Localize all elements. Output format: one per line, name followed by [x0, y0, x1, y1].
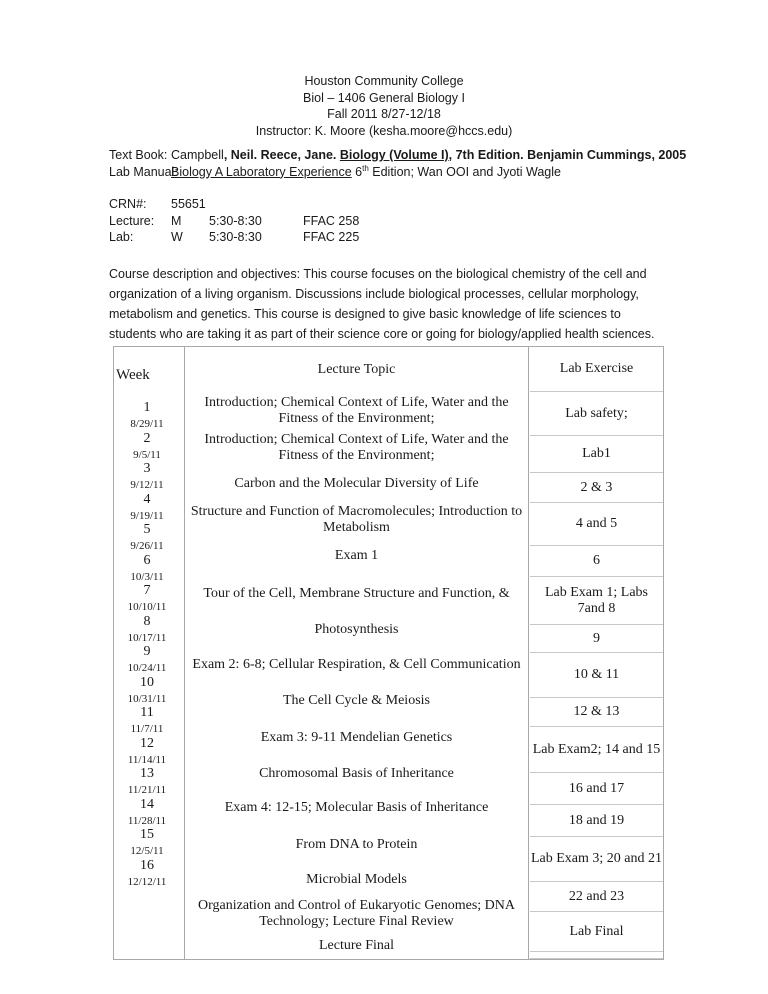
week-date: 9/26/11 [130, 540, 164, 552]
week-number: 2 [143, 431, 151, 446]
week-column [114, 347, 185, 959]
lecture-label: Lecture: [109, 213, 155, 228]
week-number: 8 [143, 614, 151, 629]
lecture-topic-cell: Introduction; Chemical Context of Life, Water and the Fitness of the Environment; [185, 429, 529, 466]
lecture-topic-cell: Exam 3: 9-11 Mendelian Genetics [185, 718, 529, 757]
week-date: 10/10/11 [127, 601, 167, 613]
lab-manual-edition-number: 6 [351, 164, 363, 179]
lecture-topic-header: Lecture Topic [185, 347, 529, 392]
week-cell [114, 583, 180, 614]
crn-label: CRN#: [109, 197, 147, 211]
week-date: 9/19/11 [130, 510, 164, 522]
week-cell [114, 431, 180, 462]
text-book-label: Text Book: [109, 148, 168, 162]
week-cell [114, 705, 180, 736]
week-header: Week [116, 367, 150, 383]
lecture-topic-cell: Exam 4: 12-15; Molecular Basis of Inheritance [185, 790, 529, 826]
lecture-topic-cell: Photosynthesis [185, 614, 529, 646]
text-book-author-b: , Neil. Reece, Jane. [223, 148, 340, 162]
lecture-topic-cell: Chromosomal Basis of Inheritance [185, 757, 529, 790]
week-cell [114, 736, 180, 767]
lab-manual-edition-suffix: th [362, 163, 369, 173]
week-cell [114, 522, 180, 553]
lecture-topic-cell: Exam 2: 6-8; Cellular Respiration, & Cell Communication [185, 646, 529, 684]
week-date: 9/12/11 [130, 479, 164, 491]
week-date: 8/29/11 [130, 418, 164, 430]
week-cell [114, 644, 180, 675]
lab-exercise-cell [530, 952, 663, 959]
week-cell [114, 827, 180, 858]
lab-exercise-column [530, 347, 663, 959]
week-cell [114, 400, 180, 431]
week-number: 9 [143, 644, 151, 659]
week-number: 6 [143, 553, 151, 568]
lecture-topic-cell: Organization and Control of Eukaryotic Genomes; DNA Technology; Lecture Final Review [185, 895, 529, 932]
week-number: 11 [140, 705, 154, 720]
text-book-title: Biology (Volume I) [339, 148, 449, 162]
lecture-topic-cell: Exam 1 [185, 538, 529, 574]
lecture-topic-cell: Introduction; Chemical Context of Life, Water and the Fitness of the Environment; [185, 392, 529, 429]
lab-manual-title: Biology A Laboratory Experience [171, 164, 352, 179]
lab-day: W [171, 230, 183, 244]
lecture-topic-cell: From DNA to Protein [185, 826, 529, 864]
week-date: 10/17/11 [127, 632, 167, 644]
week-cell [114, 675, 180, 706]
lab-manual-label: Lab Manual: [109, 164, 178, 179]
lab-exercise-cell: 2 & 3 [530, 473, 663, 503]
term-dates: Fall 2011 8/27-12/18 [327, 107, 441, 121]
week-date: 9/5/11 [133, 449, 161, 461]
lab-exercise-cell: Lab Exam 1; Labs 7and 8 [530, 577, 663, 625]
lab-exercise-cell: 10 & 11 [530, 653, 663, 698]
week-date: 10/31/11 [127, 693, 167, 705]
lecture-topic-cell: The Cell Cycle & Meiosis [185, 684, 529, 718]
week-number: 15 [140, 827, 154, 842]
week-number: 10 [140, 675, 154, 690]
college-name: Houston Community College [304, 74, 464, 88]
lecture-topic-cell: Structure and Function of Macromolecules; Introduction to Metabolism [185, 501, 529, 538]
course-schedule-table [113, 346, 664, 960]
week-cell [114, 858, 180, 889]
week-number: 1 [143, 400, 151, 415]
lab-exercise-cell: Lab1 [530, 436, 663, 473]
lab-exercise-cell: Lab Exam2; 14 and 15 [530, 727, 663, 773]
lab-label: Lab: [109, 230, 134, 244]
lab-exercise-cell: 6 [530, 546, 663, 577]
lecture-topic-cell: Microbial Models [185, 864, 529, 895]
course-description: Course description and objectives: This course focuses on the biological chemistry of the cell and organization of a living organism. Discussions include biological processes, cellular morphology, metabolism and genetics. This course is designed to give basic knowledge of life sciences to students who are taking it as part of their science core or going for biology/applied health sciences. [109, 267, 655, 341]
week-number: 4 [143, 492, 151, 507]
week-number: 12 [140, 736, 154, 751]
lab-exercise-cell: 18 and 19 [530, 805, 663, 837]
week-number: 3 [143, 461, 151, 476]
week-cell [114, 492, 180, 523]
lecture-topic-column [185, 347, 529, 959]
lab-time: 5:30-8:30 [209, 230, 262, 244]
text-book-value [171, 147, 686, 164]
week-cell [114, 766, 180, 797]
week-date: 12/5/11 [130, 845, 164, 857]
crn-value: 55651 [171, 197, 206, 211]
week-date: 11/28/11 [127, 815, 167, 827]
text-book-edition: , 7th Edition. Benjamin Cummings, 2005 [448, 148, 687, 162]
week-date: 10/24/11 [127, 662, 167, 674]
week-number: 5 [143, 522, 151, 537]
lecture-room: FFAC 258 [303, 213, 360, 228]
week-date: 11/14/11 [127, 754, 167, 766]
week-cell [114, 553, 180, 584]
lab-room: FFAC 225 [303, 230, 360, 244]
instructor-line: Instructor: K. Moore (kesha.moore@hccs.edu) [255, 123, 513, 138]
lecture-day: M [171, 213, 182, 228]
week-number: 13 [140, 766, 154, 781]
lab-exercise-header: Lab Exercise [530, 347, 663, 392]
week-number: 14 [140, 797, 154, 812]
week-date: 11/7/11 [130, 723, 164, 735]
course-title: Biol – 1406 General Biology I [303, 90, 465, 105]
lab-exercise-cell: 12 & 13 [530, 698, 663, 727]
lab-exercise-cell: Lab Final [530, 912, 663, 952]
week-cell [114, 797, 180, 828]
lab-exercise-cell: Lab safety; [530, 392, 663, 436]
lab-exercise-cell: 4 and 5 [530, 503, 663, 546]
week-date: 10/3/11 [130, 571, 164, 583]
lab-exercise-cell: 9 [530, 625, 663, 653]
week-date: 12/12/11 [127, 876, 167, 888]
week-date: 11/21/11 [127, 784, 167, 796]
lecture-topic-cell: Lecture Final [185, 932, 529, 959]
week-number: 7 [143, 583, 151, 598]
lecture-topic-cell: Tour of the Cell, Membrane Structure and Function, & [185, 574, 529, 614]
text-book-author-a: Campbell [171, 148, 224, 162]
lab-manual-authors: Edition; Wan OOI and Jyoti Wagle [368, 164, 561, 179]
week-cell [114, 461, 180, 492]
lab-exercise-cell: 16 and 17 [530, 773, 663, 805]
lab-exercise-cell: Lab Exam 3; 20 and 21 [530, 837, 663, 882]
week-number: 16 [140, 858, 154, 873]
lab-manual-value [171, 164, 561, 181]
document-header [0, 73, 768, 139]
lecture-time: 5:30-8:30 [209, 213, 262, 228]
week-cell [114, 614, 180, 645]
lecture-topic-cell: Carbon and the Molecular Diversity of Life [185, 466, 529, 501]
lab-exercise-cell: 22 and 23 [530, 882, 663, 912]
